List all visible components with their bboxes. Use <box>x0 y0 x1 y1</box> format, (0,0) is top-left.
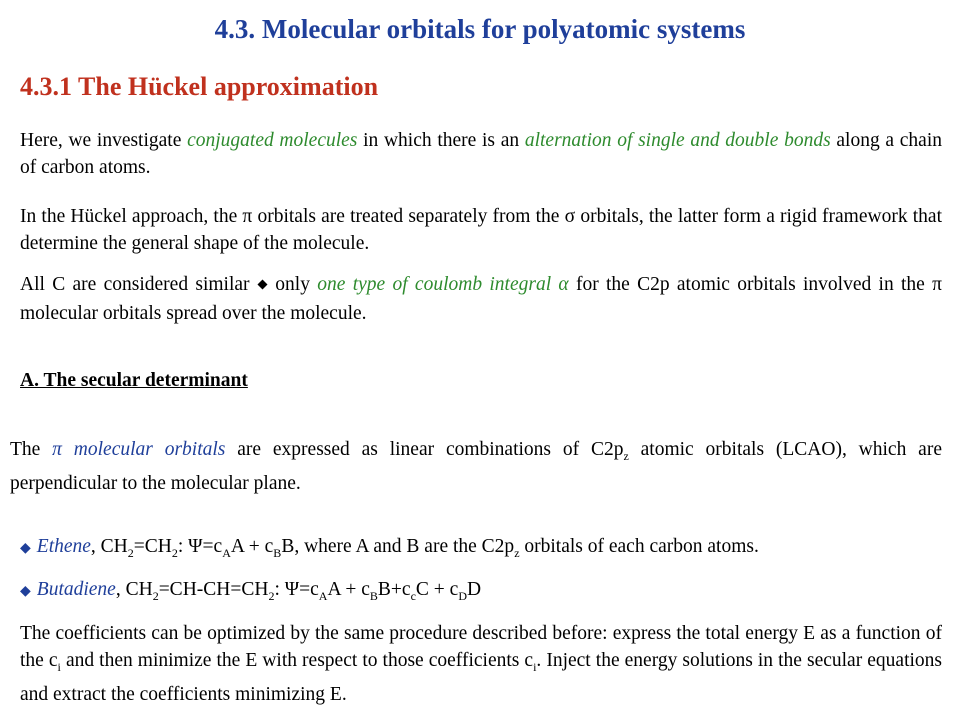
paragraph-conjugated: Here, we investigate conjugated molecules in which there is an alternation of single and double bonds along a chain of carbon atoms. <box>20 130 942 178</box>
bullet-ethene: ◆ Ethene, $CH_2=CH_2$: $\Psi=c_AA + c_BB$, where A and B are the $C2p_z$ orbitals of each carbon atoms. <box>20 536 759 560</box>
paragraph-huckel-approach: In the Hückel approach, the π orbitals are treated separately from the σ orbitals, the latter form a rigid framework that determine the general shape of the molecule. <box>20 206 942 254</box>
section-heading: A. The secular determinant <box>20 370 248 391</box>
diamond-bullet-icon: ◆ <box>20 540 31 556</box>
page-title: 4.3. Molecular orbitals for polyatomic systems <box>214 14 746 44</box>
paragraph-coefficients: The coefficients can be optimized by the same procedure described before: express the total energy E as a function of the $c_i$ and then minimize the E with respect to those coefficients $c_i$. Inject the energy solutions in the secular equations and extract the coefficients minimizing E. <box>20 623 942 705</box>
section-subtitle: 4.3.1 The Hückel approximation <box>20 72 379 101</box>
bullet-butadiene: ◆ Butadiene, $CH_2=CH-CH=CH_2$: $\Psi=c_AA + c_BB+c_cC + c_DD$ <box>20 579 482 603</box>
arrow-icon: ⯁ <box>256 278 269 294</box>
paragraph-coulomb: All C are considered similar ⯁ only one type of coulomb integral α for the C2p atomic orbitals involved in the π molecular orbitals spread over the molecule. <box>20 274 942 324</box>
diamond-bullet-icon: ◆ <box>20 583 31 599</box>
paragraph-lcao: The π molecular orbitals are expressed as linear combinations of $C2p_z$ atomic orbitals (LCAO), which are perpendicular to the molecular plane. <box>10 439 942 494</box>
